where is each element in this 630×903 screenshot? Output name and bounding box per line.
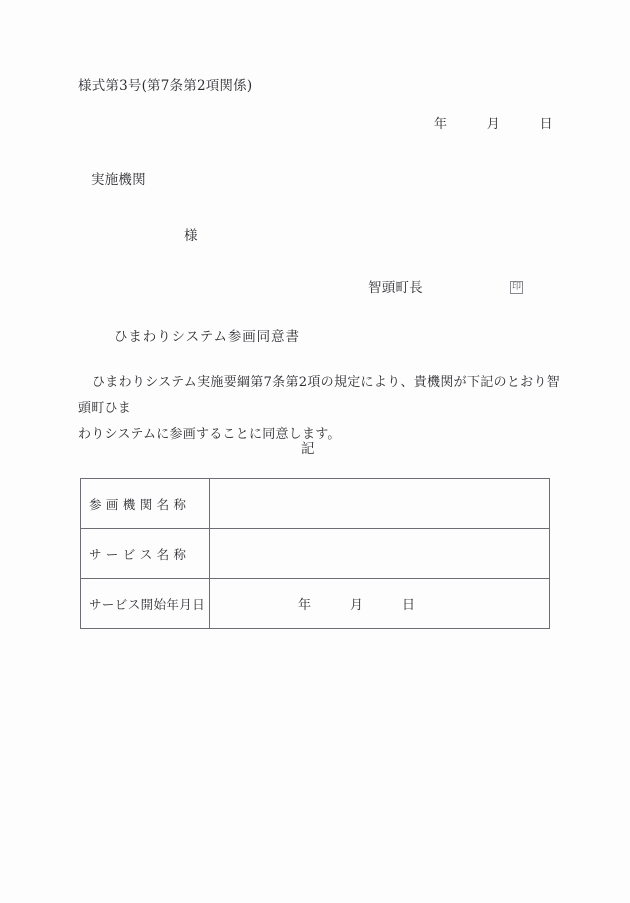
table-row xyxy=(81,479,550,529)
seal-stamp-icon: 印 xyxy=(511,282,521,292)
table-row-label: サービス名称 xyxy=(89,546,191,562)
table-row-label-cell xyxy=(81,529,210,579)
table-row xyxy=(81,579,550,629)
addressee-label: 実施機関 xyxy=(91,172,146,188)
table-row-label-cell xyxy=(81,479,210,529)
signer-name: 智頭町長 xyxy=(368,280,423,296)
table-row-value: 年 月 日 xyxy=(298,598,416,613)
table-row-label: サービス開始年月日 xyxy=(89,596,206,612)
table-row-value-cell[interactable] xyxy=(210,479,550,529)
document-heading: ひまわりシステム参画同意書 xyxy=(114,329,300,345)
body-paragraph xyxy=(78,370,560,448)
table-row-label-cell xyxy=(81,579,210,629)
body-paragraph-line-1: ひまわりシステム実施要綱第7条第2項の規定により、貴機関が下記のとおり智頭町ひま xyxy=(78,375,560,416)
form-number: 様式第3号(第7条第2項関係) xyxy=(78,78,253,94)
entry-table xyxy=(80,478,550,629)
honorific-sama: 様 xyxy=(184,228,198,244)
body-paragraph-line-2: わりシステムに参画することに同意します。 xyxy=(78,427,341,442)
table-row-value-cell[interactable] xyxy=(210,529,550,579)
table-row-label: 参画機関名称 xyxy=(89,496,191,512)
ki-marker: 記 xyxy=(301,441,315,457)
table-row xyxy=(81,529,550,579)
table-row-value-cell[interactable] xyxy=(210,579,550,629)
date-line: 年 月 日 xyxy=(434,117,553,132)
